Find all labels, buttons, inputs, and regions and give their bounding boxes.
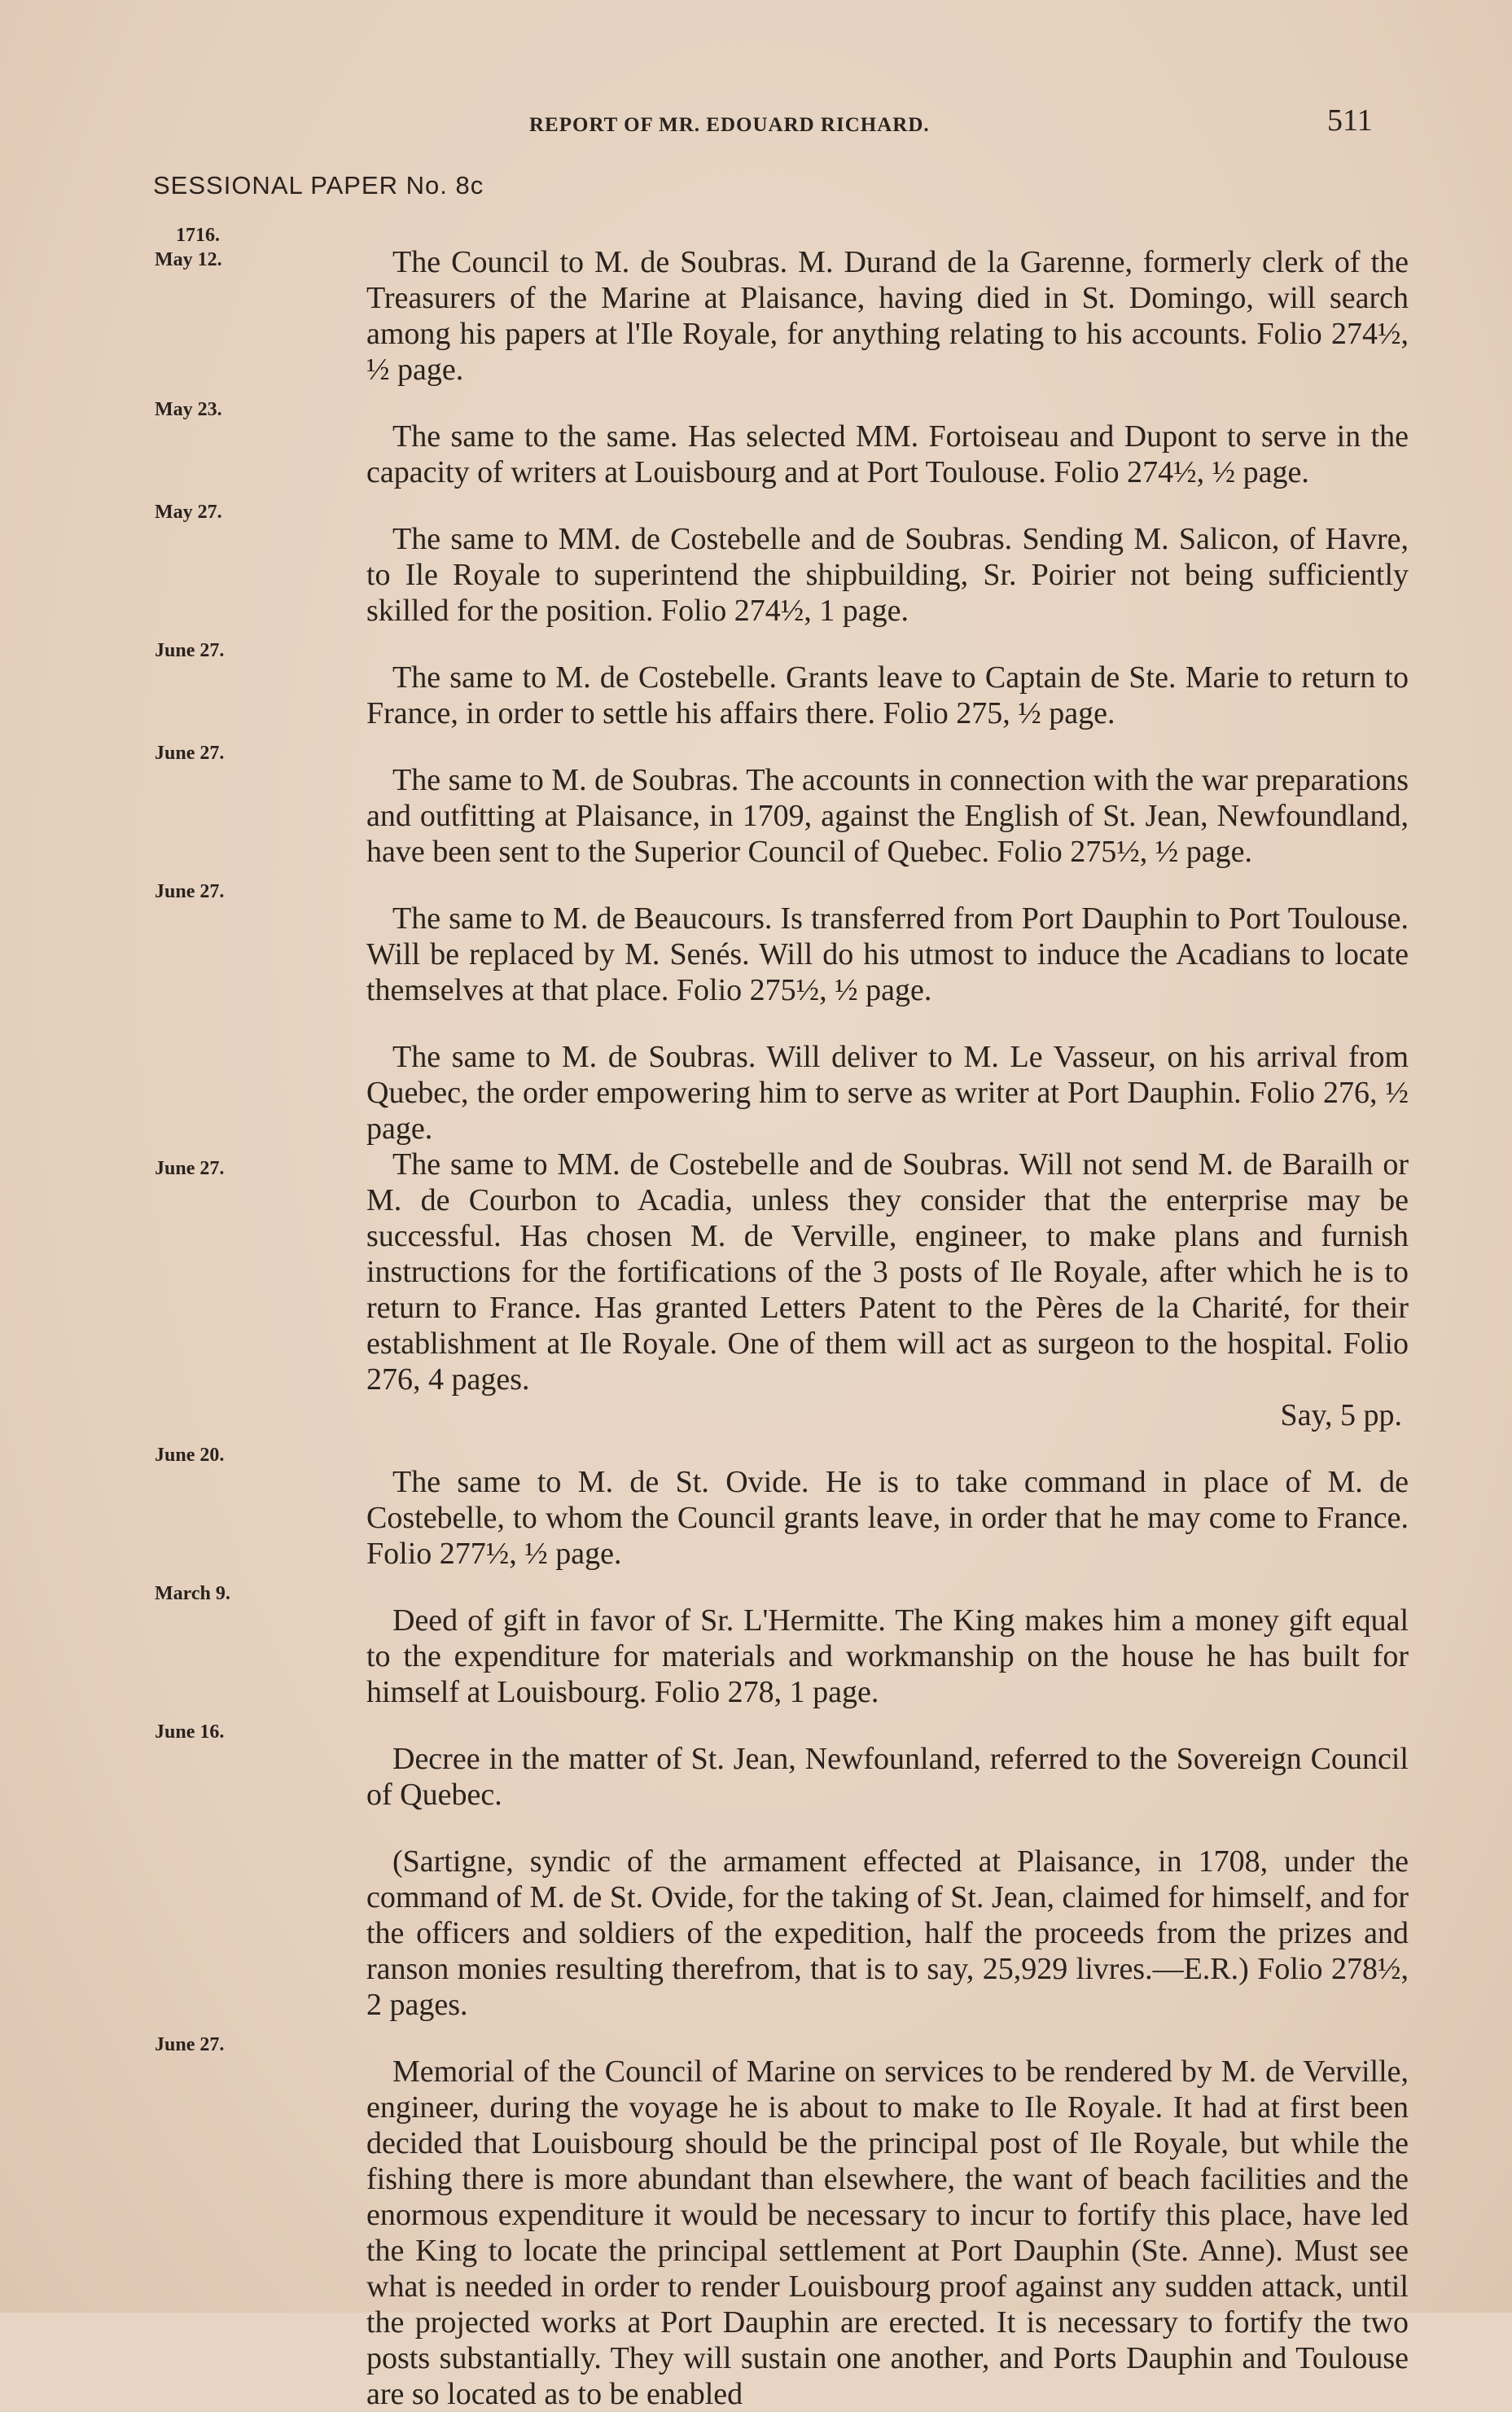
- entry-year: 1716.: [176, 225, 220, 246]
- entry-5: [155, 731, 1409, 870]
- entry-4: [155, 629, 1409, 731]
- entry-page-note: Say, 5 pp.: [1280, 1398, 1402, 1432]
- entry-text: The same to M. de Soubras. The accounts in connection with the war preparations and outfitting at Plaisance, in 1709, against the English of St. Jean, Newfoundland, have been sent to the Superior Council of Quebec. Folio 275½, ½ page.: [366, 763, 1409, 869]
- entry-6: [155, 870, 1409, 1008]
- entry-text: The same to the same. Has selected MM. Fortoiseau and Dupont to serve in the capacity of writers at Louisbourg and at Port Toulouse. Folio 274½, ½ page.: [366, 419, 1409, 489]
- sessional-paper-label: SESSIONAL PAPER No. 8c: [153, 171, 484, 200]
- entry-date: June 16.: [155, 1721, 225, 1743]
- entry-date: June 27.: [155, 2034, 225, 2055]
- entry-text: The same to MM. de Costebelle and de Soubras. Sending M. Salicon, of Havre, to Ile Royale to superintend the shipbuilding, Sr. Poirier not being sufficiently skilled for the position. Folio 274½, 1 page.: [366, 522, 1409, 628]
- entry-8: [155, 1147, 1409, 1433]
- entry-date: May 27.: [155, 502, 222, 523]
- entry-date: May 12.: [155, 249, 222, 270]
- entry-date: June 20.: [155, 1445, 225, 1466]
- entry-11: [155, 1710, 1409, 1813]
- entry-date: June 27.: [155, 1158, 225, 1179]
- entry-text: The same to M. de Beaucours. Is transferred from Port Dauphin to Port Toulouse. Will be replaced by M. Senés. Will do his utmost to induce the Acadians to locate themselves at that place. Folio 275½, ½ page.: [366, 901, 1409, 1007]
- entry-date: May 23.: [155, 399, 222, 420]
- entry-text: Deed of gift in favor of Sr. L'Hermitte. The King makes him a money gift equal to the expenditure for materials and workmanship on the house he has built for himself at Louisbourg. Folio 278, 1 page.: [366, 1603, 1409, 1709]
- entry-date: June 27.: [155, 743, 225, 764]
- entry-1: [155, 213, 1409, 388]
- entry-text: The same to M. de Costebelle. Grants leave to Captain de Ste. Marie to return to France, in order to settle his affairs there. Folio 275, ½ page.: [366, 660, 1409, 730]
- entry-date: March 9.: [155, 1583, 230, 1604]
- page-number: 511: [1327, 103, 1373, 138]
- entry-date: [155, 1008, 366, 1018]
- entry-text: The same to MM. de Costebelle and de Soubras. Will not send M. de Barailh or M. de Courbon to Acadia, unless they consider that the enterprise may be successful. Has chosen M. de Verville, engineer, to make plans and furnish instructions for the fortifications of the 3 posts of Ile Royale, after which he is to return to France. Has granted Letters Patent to the Pères de la Charité, for their establishment at Ile Royale. One of them will act as surgeon to the hospital. Folio 276, 4 pages.: [366, 1147, 1409, 1397]
- entry-3: [155, 490, 1409, 629]
- entry-date: June 27.: [155, 640, 225, 661]
- entry-text: The same to M. de Soubras. Will deliver to M. Le Vasseur, on his arrival from Quebec, the order empowering him to serve as writer at Port Dauphin. Folio 276, ½ page.: [366, 1040, 1409, 1146]
- entry-9: [155, 1433, 1409, 1572]
- running-head: REPORT OF MR. EDOUARD RICHARD.: [529, 114, 930, 136]
- calendar-entries: [155, 213, 1409, 2412]
- entry-text: The same to M. de St. Ovide. He is to take command in place of M. de Costebelle, to whom the Council grants leave, in order that he may come to France. Folio 277½, ½ page.: [366, 1465, 1409, 1571]
- entry-text: Memorial of the Council of Marine on services to be rendered by M. de Verville, engineer, during the voyage he is about to make to Ile Royale. It had at first been decided that Louisbourg should be the principal post of Ile Royale, but while the fishing there is more abundant than elsewhere, the want of beach facilities and the enormous expenditure it would be necessary to incur to fortify this place, have led the King to locate the principal settlement at Port Dauphin (Ste. Anne). Must see what is needed in order to render Louisbourg proof against any sudden attack, until the projected works at Port Dauphin are erected. It is necessary to fortify the two posts substantially. They will sustain one another, and Ports Dauphin and Toulouse are so located as to be enabled: [366, 2055, 1409, 2411]
- entry-10: [155, 1572, 1409, 1710]
- entry-text: Decree in the matter of St. Jean, Newfounland, referred to the Sovereign Council of Quebec.: [366, 1742, 1409, 1812]
- entry-text: (Sartigne, syndic of the armament effected at Plaisance, in 1708, under the command of M. de St. Ovide, for the taking of St. Jean, claimed for himself, and for the officers and soldiers of the expedition, half the proceeds from the prizes and ranson monies resulting therefrom, that is to say, 25,929 livres.—E.R.) Folio 278½, 2 pages.: [366, 1844, 1409, 2022]
- entry-2: [155, 388, 1409, 490]
- entry-7: [155, 1008, 1409, 1147]
- entry-13: [155, 2023, 1409, 2412]
- entry-12: [155, 1813, 1409, 2023]
- entry-date: June 27.: [155, 881, 225, 902]
- entry-date: [155, 1813, 366, 1822]
- entry-text: The Council to M. de Soubras. M. Durand de la Garenne, formerly clerk of the Treasurers of the Marine at Plaisance, having died in St. Domingo, will search among his papers at l'Ile Royale, for anything relating to his accounts. Folio 274½, ½ page.: [366, 245, 1409, 387]
